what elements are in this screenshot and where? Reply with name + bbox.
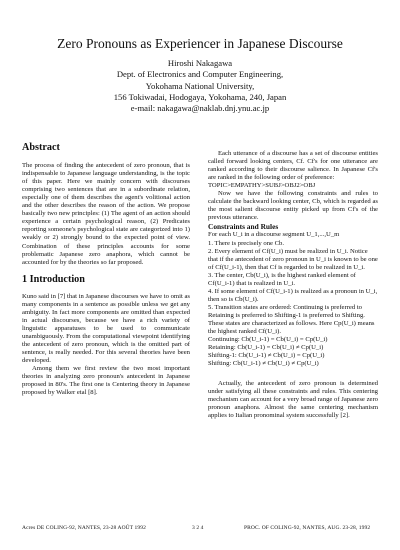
body-paragraph: Each utterance of a discourse has a set of discourse entities called forward looking centers, Cf. Cf's for one utterance are ranked according to their discourse salience. In Japanese Cf's are ranked in the following order of preference: (208, 150, 378, 182)
constraints-intro: For each U_i in a discourse segment U_1,...,U_m (208, 231, 340, 239)
paper-title: Zero Pronouns as Experiencer in Japanese Discourse (57, 36, 343, 51)
body-paragraph: Now we have the following constraints and rules to calculate the backward looking center, Cb, which is regarded as the most salient discourse entity picked up from Cf's of the previous utterance. (208, 190, 378, 222)
transition-line: Shifting-1: Cb(U_i-1) ≠ Cb(U_i) = Cp(U_i) (208, 352, 325, 360)
abstract-heading: Abstract (22, 142, 60, 153)
page-number: 3 2 4 (192, 525, 204, 531)
footer-left: Acres DE COLING-92, NANTES, 23-28 AOÛT 1992 (22, 525, 146, 531)
rule-item: 5. Transition states are ordered: Continuing is preferred to Retaining is preferred to Shifting-1 is preferred to Shifting. These states are characterized as follows. Here Cp(U_i) means the highest ranked Cf(U_i). (208, 303, 375, 336)
author-block (0, 58, 400, 114)
constraints-heading: Constraints and Rules (208, 222, 279, 232)
spacer (208, 368, 378, 380)
affiliation-line: Dept. of Electronics and Computer Engineering, (116, 69, 284, 80)
transition-line: Retaining: Cb(U_i-1) = Cb(U_i) ≠ Cp(U_i) (208, 344, 324, 352)
body-paragraph: Actually, the antecedent of zero pronoun is determined under satisfying all these constraints and rules. This centering mechanism can account for a very broad range of Japanese zero pronoun anaphora. Almost the same centering mechanism applies to Italian pronominal system successfully [2]. (208, 380, 378, 420)
affiliation-line: 156 Tokiwadai, Hodogaya, Yokohama, 240, Japan (113, 91, 287, 102)
right-column (208, 150, 378, 421)
author-name: Hiroshi Nakagawa (167, 58, 233, 68)
rule-item: 4. If some element of Cf(U_i-1) is realized as a pronoun in U_i, then so is Cb(U_i). (208, 287, 378, 303)
author-email: e-mail: nakagawa@naklab.dnj.ynu.ac.jp (130, 103, 270, 114)
rule-item: 3. The center, Cb(U_i), is the highest ranked element of Cf(U_i-1) that is realized in U_i. (208, 271, 356, 287)
transition-line: Continuing: Cb(U_i-1) = Cb(U_i) = Cp(U_i) (208, 336, 328, 344)
footer-right: PROC. OF COLING-92, NANTES, AUG. 23-28, 1992 (244, 525, 371, 531)
abstract-text: The process of finding the antecedent of zero pronoun, that is indispensable to Japanese language understanding, is the topic of this paper. Here we mainly concern with discourses comprising two sentences that are in a subordinate relation, especially one of them describes the agent's volitional action and the other describes the reason of the action. We propose basically two new principles: (1) The agent of an action should experience a certain psychological reason, (2) Predicates reporting someone's psychological state are categorized into 1) weakly or 2) strongly bound to the expected point of view. Combination of these principles accounts for some problematic Japanese zero anaphora, which cannot be accounted for by the theories so far proposed. (22, 162, 190, 266)
intro-paragraph: Kuno said in [7] that in Japanese discourses we have to omit as many components in a sentence as possible unless we get any ambiguity. In fact more components are omitted than expected in actual discourses, because we have a rich variety of linguistic apparatuses to be used to communicate unambiguously. From the computational viewpoint identifying the antecedent of zero pronoun, which is the omitted part of sentence, is really needed. For this several theories have been developed. (22, 292, 190, 365)
cf-ranking: TOPIC>EMPATHY>SUBJ>OBJ2>OBJ (208, 182, 316, 190)
affiliation-line: Yokohama National University, (145, 80, 255, 91)
intro-paragraph: Among them we first review the two most important theories in analyzing zero pronoun's antecedent in Japanese proposed in 80's. The first one is Centering theory in Japanese proposed by Walker etal [8]. (22, 365, 190, 397)
left-column (22, 142, 190, 397)
rule-item: 2. Every element of Cf(U_i) must be realized in U_i. Notice that if the antecedent of zero pronoun in U_i is known to be one of Cf(U_i-1), then that Cf is regarded to be realized in U_i. (208, 247, 378, 271)
rule-item: 1. There is precisely one Cb. (208, 239, 285, 247)
transition-line: Shifting: Cb(U_i-1) ≠ Cb(U_i) ≠ Cp(U_i) (208, 360, 319, 368)
introduction-heading: 1 Introduction (22, 273, 85, 285)
